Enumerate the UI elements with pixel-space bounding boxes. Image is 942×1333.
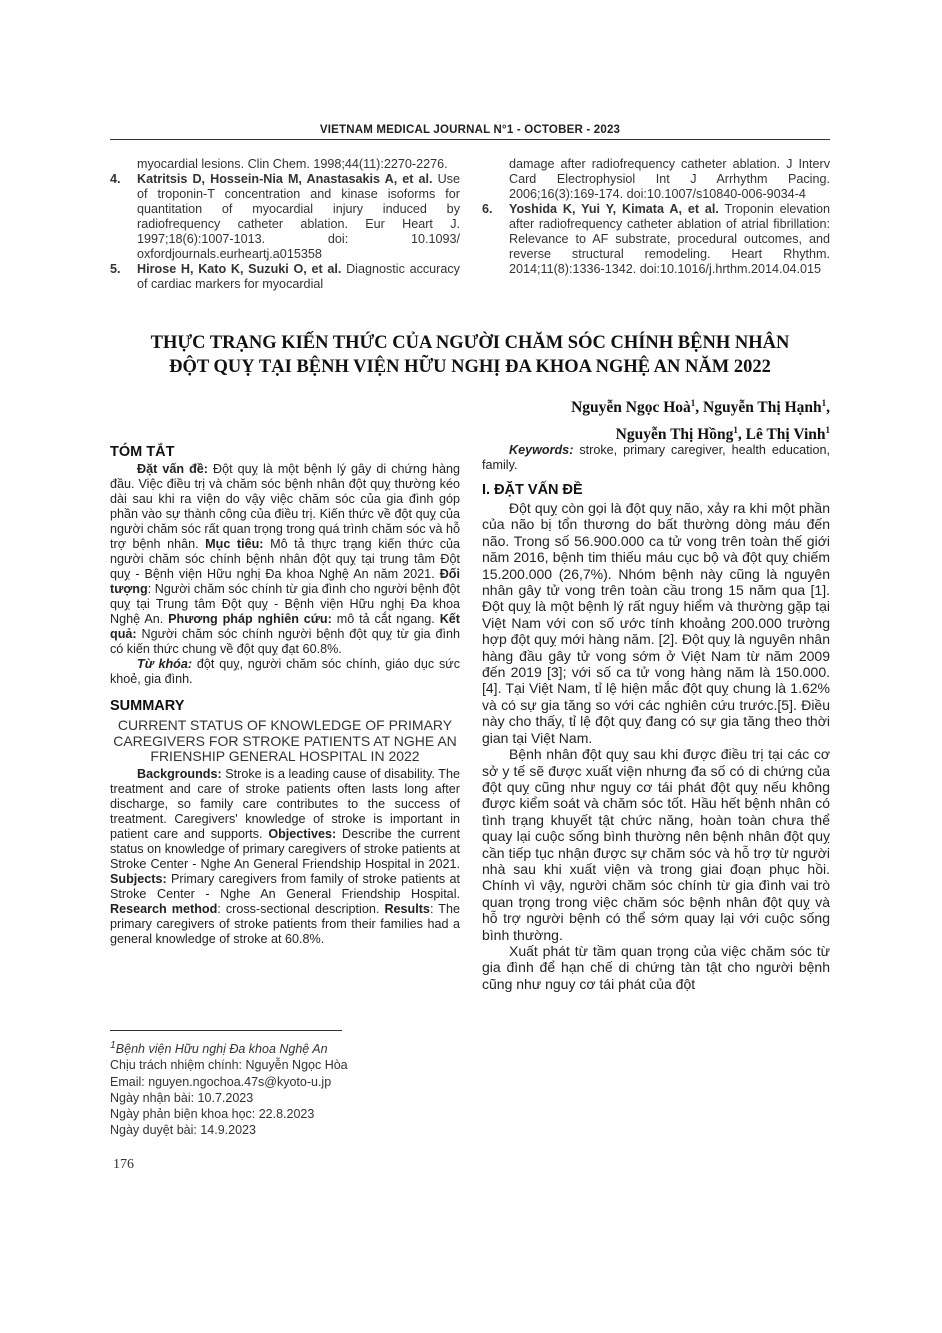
intro-body [482, 500, 830, 992]
references-left [110, 157, 460, 292]
reference-number: 4. [110, 172, 121, 186]
text: Mô tả thực trạng kiến thức của người chăm sóc chính bệnh nhân đột quỵ tại trung tâm Đột quỵ - Bệnh viện Hữu nghị Đa khoa Nghệ An năm 2021. [110, 537, 460, 581]
label: Mục tiêu: [205, 537, 264, 551]
affiliation-note [110, 1038, 460, 1057]
date-accepted: Ngày duyệt bài: 14.9.2023 [110, 1123, 256, 1138]
abstract-paragraph [110, 462, 460, 657]
footnote-rule [110, 1030, 342, 1031]
reference-5 [110, 262, 460, 292]
author-separator: , [737, 426, 746, 444]
label: Đặt vấn đề: [137, 462, 208, 476]
reference-4 [110, 172, 460, 262]
label: Từ khóa: [137, 657, 193, 671]
author-affiliation-mark: 1 [690, 398, 696, 408]
reference-number: 5. [110, 262, 121, 276]
label: Đối tượng [110, 567, 460, 596]
corresponding-author: Chịu trách nhiệm chính: Nguyễn Ngọc Hòa [110, 1058, 348, 1073]
label: Subjects: [110, 871, 167, 886]
email: Email: nguyen.ngochoa.47s@kyoto-u.jp [110, 1074, 332, 1089]
summary-heading: SUMMARY [110, 698, 185, 714]
text: : The primary caregivers of stroke patients from their families had a general knowledge of stroke at 60.8%. [110, 901, 460, 946]
author-name: Lê Thị Vinh [745, 426, 826, 444]
running-header: VIETNAM MEDICAL JOURNAL N°1 - OCTOBER - 2023 [319, 124, 621, 136]
header-rule [110, 139, 830, 140]
label: Backgrounds: [137, 766, 222, 781]
abstract-keywords [110, 657, 460, 687]
reference-authors: Yoshida K, Yui Y, Kimata A, et al. [509, 202, 719, 216]
title-line-1: THỰC TRẠNG KIẾN THỨC CỦA NGƯỜI CHĂM SÓC CHÍNH BỆNH NHÂN [150, 333, 790, 353]
intro-heading: I. ĐẶT VẤN ĐỀ [482, 482, 583, 498]
references-right [482, 157, 830, 277]
label: Keywords: [509, 443, 574, 457]
intro-paragraph-3: Xuất phát từ tầm quan trọng của việc chăm sóc từ gia đình để hạn chế di chứng tàn tật cho người bệnh cũng như nguy cơ tái phát của đột [482, 942, 830, 992]
summary-title: CURRENT STATUS OF KNOWLEDGE OF PRIMARY CAREGIVERS FOR STROKE PATIENTS AT NGHE AN FRIENSHIP GENERAL HOSPITAL IN 2022 [113, 717, 457, 764]
reference-authors: Katritsis D, Hossein-Nia M, Anastasakis A, et al. [137, 172, 433, 186]
date-received: Ngày nhận bài: 10.7.2023 [110, 1090, 254, 1105]
page-number: 176 [113, 1157, 134, 1172]
label: Research method [110, 901, 218, 916]
label: Kết quả: [110, 612, 460, 641]
abstract-heading: TÓM TẮT [110, 444, 175, 460]
reference-text: Use of troponin-T concentration and kinase isoforms for quantitation of myocardial injury induced by radiofrequency catheter ablation. Eur Heart J. 1997;18(6):1007-1013. doi: 10.1093/ oxfordjournals.eurheartj.a015358 [137, 172, 460, 261]
footnotes [110, 1038, 460, 1138]
author-name: Nguyễn Thị Hạnh [703, 399, 822, 417]
author-separator: , [695, 399, 704, 417]
author-affiliation-mark: 1 [825, 425, 830, 436]
author-list [571, 392, 830, 446]
reference-continuation: damage after radiofrequency catheter ablation. J Interv Card Electrophysiol Int J Arrhythm Pacing. 2006;16(3):169-174. doi:10.1007/s10840-006-9034-4 [509, 157, 830, 201]
text: Primary caregivers from family of stroke patients at Stroke Center - Nghe An General Friendship Hospital. [110, 871, 460, 901]
text: đột quỵ, người chăm sóc chính, giáo dục sức khoẻ, gia đình. [110, 657, 460, 686]
author-affiliation-mark: 1 [733, 425, 738, 436]
author-name: Nguyễn Thị Hồng [615, 426, 734, 444]
label: Objectives: [268, 826, 337, 841]
summary-paragraph [110, 767, 460, 947]
date-reviewed: Ngày phản biện khoa học: 22.8.2023 [110, 1106, 315, 1121]
author-separator: , [826, 399, 830, 417]
text: Describe the current status on knowledge of primary caregivers of stroke patients at Stroke Center - Nghe An General Friendship Hospital in 2021. [110, 826, 460, 871]
text: mô tả cắt ngang. [331, 612, 435, 626]
text: : Người chăm sóc chính từ gia đình cho người bệnh đột quỵ tại Trung tâm Đột quỵ - Bệnh viện Hữu nghị Đa khoa Nghệ An. [110, 582, 460, 626]
reference-continuation: myocardial lesions. Clin Chem. 1998;44(11):2270-2276. [137, 157, 448, 171]
reference-authors: Hirose H, Kato K, Suzuki O, et al. [137, 262, 342, 276]
text: Stroke is a leading cause of disability. The treatment and care of stroke patients often lasts long after discharge, so family care contributes to the success of treatment. Caregivers' knowledge of stroke is important in patient care and supports. [110, 766, 460, 841]
left-column [110, 445, 460, 947]
label: Results [384, 901, 430, 916]
text: stroke, primary caregiver, health education, family. [482, 443, 830, 472]
summary-keywords [482, 443, 830, 473]
reference-number: 6. [482, 202, 493, 216]
reference-text: Diagnostic accuracy of cardiac markers for myocardial [137, 262, 460, 291]
intro-paragraph-2: Bệnh nhân đột quỵ sau khi được điều trị tại các cơ sở y tế sẽ được xuất viện nhưng đa số có di chứng của đột quỵ cũng như nguy cơ tái phát đột quỵ nếu không được kiểm soát và chăm sóc tốt. Hầu hết bệnh nhân có tình trạng khuyết tật chức năng, hoàn toàn chưa thể quay lại cuộc sống bình thường nên bệnh nhân đột quỵ cần tiếp tục nhận được sự chăm sóc và hỗ trợ từ người nhà sau khi xuất viện và trong giai đoạn phục hồi. Chính vì vậy, người chăm sóc chính từ gia đình vai trò quan trọng trong việc chăm sóc bệnh nhân đột quỵ và hỗ trợ người bệnh có thể sớm quay lại với cuộc sống bình thường. [482, 746, 830, 943]
text: : cross-sectional description. [217, 901, 380, 916]
affiliation-mark: 1 [110, 1040, 116, 1051]
text: Đột quỵ là một bệnh lý gây di chứng hàng đầu. Việc điều trị và chăm sóc bệnh nhân đột quỵ thường kéo dài sau khi ra viện do vậy việc chăm sóc của gia đình góp phần vào sự thành công của điều trị. Kiến thức về đột quỵ của người chăm sóc rất quan trọng trong quá trình chăm sóc và hỗ trợ bệnh nhân. [110, 462, 460, 551]
text: Người chăm sóc chính người bệnh đột quỵ từ gia đình có kiến thức chung về đột quỵ đạt 60.8%. [110, 627, 460, 656]
author-affiliation-mark: 1 [821, 398, 827, 408]
author-line-1 [571, 392, 830, 419]
title-line-2: ĐỘT QUỴ TẠI BỆNH VIỆN HỮU NGHỊ ĐA KHOA NGHỆ AN NĂM 2022 [169, 357, 771, 377]
reference-text: Troponin elevation after radiofrequency catheter ablation of atrial fibrillation: Relevance to AF substrate, procedural outcomes, and reverse structural remodeling. Heart Rhythm. 2014;11(8):1336-1342. doi:10.1016/j.hrthm.2014.04.015 [509, 202, 830, 276]
author-name: Nguyễn Ngọc Hoà [571, 399, 691, 417]
intro-paragraph-1: Đột quỵ còn gọi là đột quỵ não, xảy ra khi một phần của não bị tổn thương do bất thường dòng máu đến não. Trong số 56.900.000 ca tử vong trên toàn thế giới năm 2016, bệnh tim thiếu máu cục bộ và đột quỵ chiếm 15.200.000 (26,7%). Nhóm bệnh này cũng là nguyên nhân gây tử vong trên toàn cầu trong 15 năm qua [1]. Đột quỵ là một bệnh lý rất nguy hiểm và thường gặp tại Việt Nam với con số ước tính khoảng 200.000 trường hợp đột quỵ mới hàng năm. [2]. Đột quỵ là nguyên nhân hàng đầu gây tử vong sớm ở Việt Nam từ năm 2009 đến 2019 [3]; với số ca tử vong hàng năm là 150.000. [4]. Tại Việt Nam, tỉ lệ hiện mắc đột quỵ chung là 1.62% và có sự gia tăng so với các nghiên cứu trước.[5]. Điều này cho thấy, tỉ lệ đột quỵ đang có sự gia tăng theo thời gian tại Việt Nam. [482, 500, 830, 746]
right-column [482, 443, 830, 992]
article-title [110, 331, 830, 379]
affiliation-text: Bệnh viện Hữu nghị Đa khoa Nghệ An [115, 1042, 328, 1057]
reference-6 [482, 202, 830, 277]
label: Phương pháp nghiên cứu: [168, 612, 332, 626]
